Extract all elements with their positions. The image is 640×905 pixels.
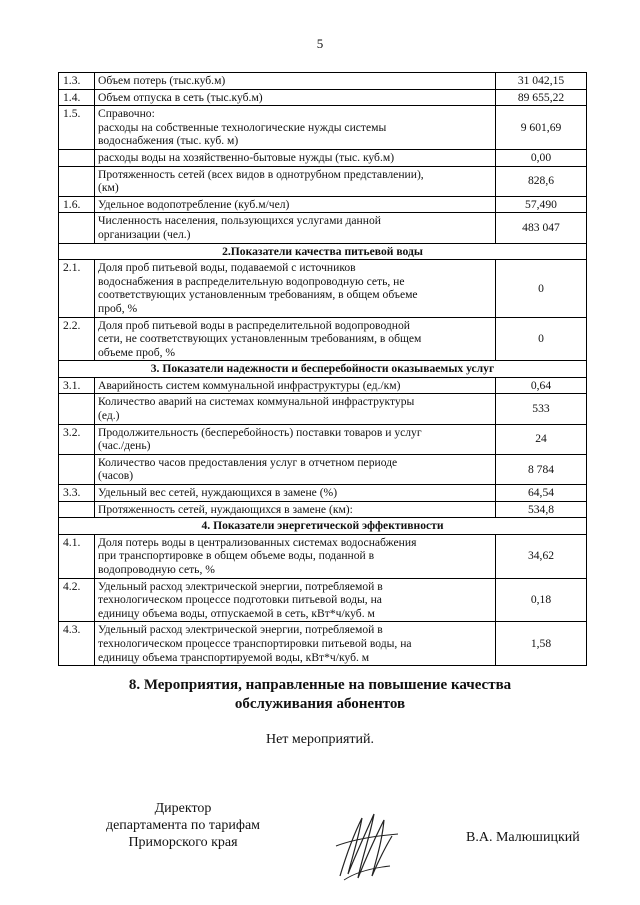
row-number: 1.3. [59,73,95,90]
row-value: 24 [496,424,587,454]
row-description [95,424,496,454]
table-row [59,501,587,518]
description-line: (ед.) [98,409,120,423]
section-8-heading [0,676,640,714]
table-row [59,394,587,424]
row-description [95,377,496,394]
section-header-row [59,361,587,378]
table-row [59,73,587,90]
table-row [59,196,587,213]
row-description [95,394,496,424]
row-value: 8 784 [496,454,587,484]
description-line: Протяженность сетей (всех видов в однотрубном представлении), [98,167,424,181]
signer-position [88,800,278,851]
row-value: 533 [496,394,587,424]
row-description [95,260,496,317]
description-line: Удельный расход электрической энергии, потребляемой в [98,623,383,637]
row-number [59,454,95,484]
table-row [59,260,587,317]
row-value: 89 655,22 [496,89,587,106]
row-number [59,501,95,518]
section-header: 3. Показатели надежности и бесперебойности оказываемых услуг [59,361,587,378]
description-line: Доля проб питьевой воды, подаваемой с источников [98,261,356,275]
row-number: 1.5. [59,106,95,150]
table-row [59,106,587,150]
row-description [95,485,496,502]
table-row [59,149,587,166]
description-line: соответствующих установленным требованиям, в общем объеме [98,288,418,302]
row-description [95,196,496,213]
row-number [59,149,95,166]
row-description [95,534,496,578]
row-number: 4.2. [59,578,95,622]
signer-position-line2: департамента по тарифам [105,818,261,833]
row-value: 534,8 [496,501,587,518]
description-line: проб, % [98,301,138,315]
table-row [59,424,587,454]
signer-position-line1: Директор [154,801,212,816]
row-description [95,578,496,622]
description-line: Аварийность систем коммунальной инфраструктуры (ед./км) [98,378,401,392]
row-value: 0,18 [496,578,587,622]
description-line: организации (чел.) [98,227,191,241]
description-line: Доля потерь воды в централизованных системах водоснабжения [98,535,417,549]
row-number: 3.2. [59,424,95,454]
row-description [95,622,496,666]
table-row [59,213,587,243]
description-line: (час./день) [98,439,151,453]
section-8-title-line2: обслуживания абонентов [234,696,406,712]
description-line: (км) [98,181,119,195]
row-value: 34,62 [496,534,587,578]
row-number: 2.2. [59,317,95,361]
row-description [95,454,496,484]
description-line: при транспортировке в общем объеме воды, поданной в [98,549,375,563]
row-value: 1,58 [496,622,587,666]
description-line: водоснабжения (тыс. куб. м) [98,134,239,148]
row-description [95,149,496,166]
description-line: Количество часов предоставления услуг в отчетном периоде [98,455,398,469]
row-description [95,317,496,361]
description-line: расходы на собственные технологические нужды системы [98,120,387,134]
no-measures-text: Нет мероприятий. [265,732,375,747]
description-line: Продолжительность (бесперебойность) поставки товаров и услуг [98,425,422,439]
description-line: технологическом процессе транспортировки питьевой воды, на [98,636,412,650]
description-line: единицу объема воды, отпускаемой в сеть, кВт*ч/куб. м [98,606,375,620]
section-header-row [59,518,587,535]
handwritten-signature [332,806,402,886]
row-description [95,501,496,518]
description-line: Количество аварий на системах коммунальной инфраструктуры [98,395,415,409]
table-row [59,377,587,394]
row-value: 483 047 [496,213,587,243]
section-header: 2.Показатели качества питьевой воды [59,243,587,260]
description-line: водопроводную сеть, % [98,563,215,576]
row-description [95,213,496,243]
description-line: Удельное водопотребление (куб.м/чел) [98,197,290,211]
row-value: 828,6 [496,166,587,196]
row-description [95,89,496,106]
row-value: 0 [496,260,587,317]
row-number: 1.4. [59,89,95,106]
row-value: 9 601,69 [496,106,587,150]
row-number: 3.1. [59,377,95,394]
signer-name: В.А. Малюшицкий [466,830,580,845]
row-value: 0 [496,317,587,361]
description-line: Численность населения, пользующихся услугами данной [98,214,381,228]
row-value: 57,490 [496,196,587,213]
row-value: 31 042,15 [496,73,587,90]
table-row [59,89,587,106]
row-value: 64,54 [496,485,587,502]
row-number [59,166,95,196]
table-row [59,534,587,578]
description-line: технологическом процессе подготовки питьевой воды, на [98,593,382,607]
description-line: единицу объема транспортируемой воды, кВт*ч/куб. м [98,650,370,664]
description-line: Доля проб питьевой воды в распределительной водопроводной [98,318,411,332]
description-line: Объем потерь (тыс.куб.м) [98,74,226,87]
row-number: 1.6. [59,196,95,213]
description-line: Справочно: [98,107,155,121]
row-number [59,213,95,243]
table-row [59,622,587,666]
description-line: сети, не соответствующих установленным требованиям, в общем [98,332,422,346]
signer-position-line3: Приморского края [128,835,238,850]
row-description [95,106,496,150]
row-value: 0,64 [496,377,587,394]
description-line: Объем отпуска в сеть (тыс.куб.м) [98,90,263,104]
description-line: (часов) [98,469,134,483]
description-line: водоснабжения в распределительную водопроводную сеть, не [98,274,405,288]
section-header-row [59,243,587,260]
row-number: 4.1. [59,534,95,578]
description-line: расходы воды на хозяйственно-бытовые нужды (тыс. куб.м) [98,150,395,164]
row-number [59,394,95,424]
table-row [59,485,587,502]
row-number: 4.3. [59,622,95,666]
row-number: 3.3. [59,485,95,502]
section-header: 4. Показатели энергетической эффективности [59,518,587,535]
indicators-table [58,72,587,666]
description-line: Удельный вес сетей, нуждающихся в замене (%) [98,486,338,500]
row-value: 0,00 [496,149,587,166]
description-line: объеме проб, % [98,345,176,359]
description-line: Протяженность сетей, нуждающихся в замене (км): [98,502,353,516]
table-row [59,454,587,484]
table-row [59,166,587,196]
description-line: Удельный расход электрической энергии, потребляемой в [98,579,383,593]
table-row [59,317,587,361]
row-number: 2.1. [59,260,95,317]
page-number: 5 [316,36,324,51]
row-description [95,166,496,196]
section-8-title-line1: 8. Мероприятия, направленные на повышение качества [128,677,512,693]
table-row [59,578,587,622]
row-description [95,73,496,90]
